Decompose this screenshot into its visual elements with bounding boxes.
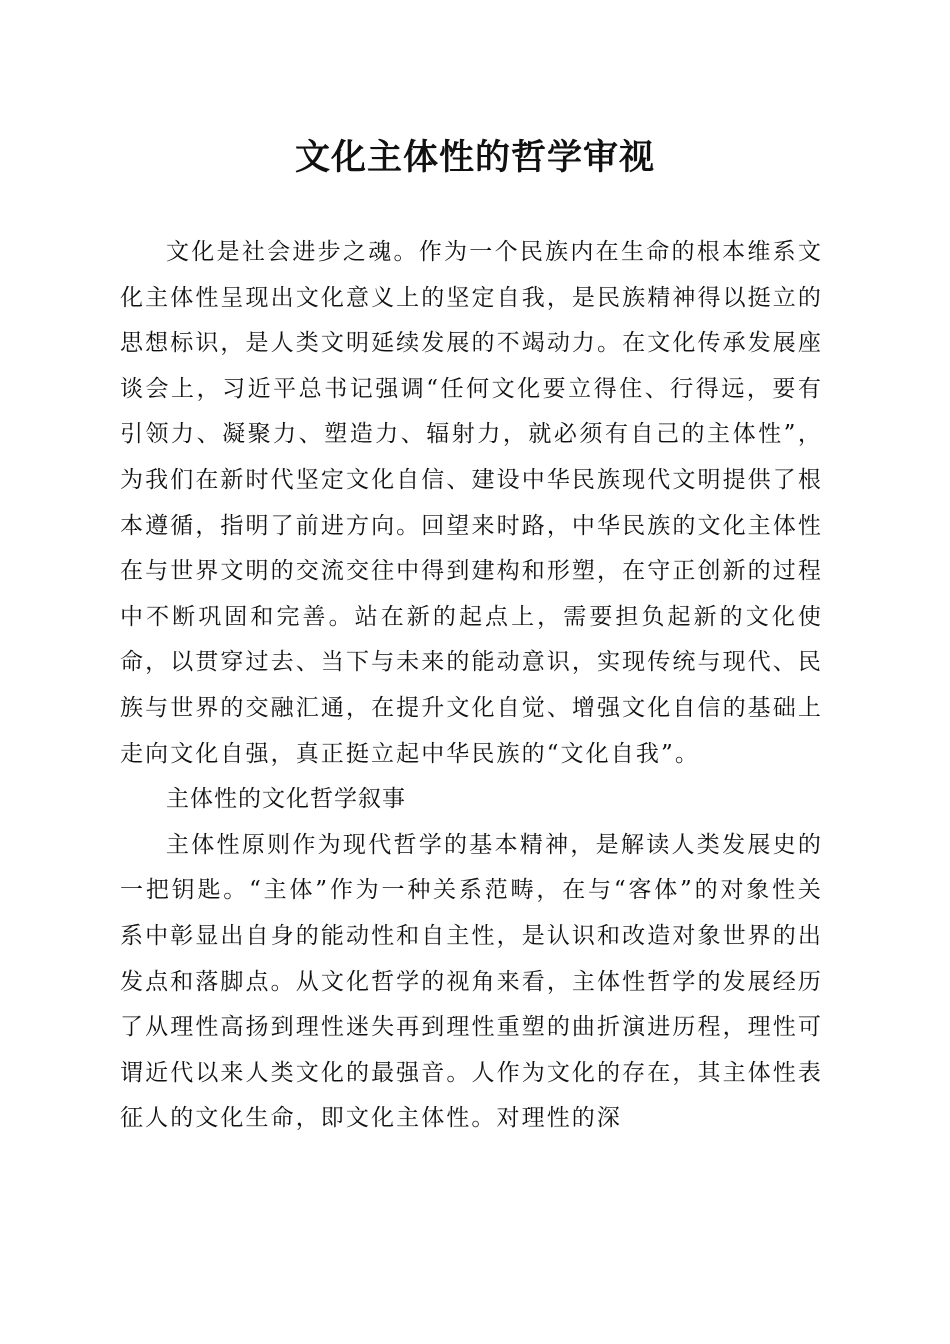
document-title: 文化主体性的哲学审视 [294,137,655,178]
section-heading: 主体性的文化哲学叙事 [166,786,406,813]
document-body [120,230,823,1142]
paragraph-intro: 文化是社会进步之魂。作为一个民族内在生命的根本维系文化主体性呈现出文化意义上的坚定自我，是民族精神得以挺立的思想标识，是人类文明延续发展的不竭动力。在文化传承发展座谈会上，习近平总书记强调“任何文化要立得住、行得远，要有引领力、凝聚力、塑造力、辐射力，就必须有自己的主体性”，为我们在新时代坚定文化自信、建设中华民族现代文明提供了根本遵循，指明了前进方向。回望来时路，中华民族的文化主体性在与世界文明的交流交往中得到建构和形塑，在守正创新的过程中不断巩固和完善。站在新的起点上，需要担负起新的文化使命，以贯穿过去、当下与未来的能动意识，实现传统与现代、民族与世界的交融汇通，在提升文化自觉、增强文化自信的基础上走向文化自强，真正挺立起中华民族的“文化自我”。 [120,239,823,767]
paragraph-subjectivity: 主体性原则作为现代哲学的基本精神，是解读人类发展史的一把钥匙。“主体”作为一种关系范畴，在与“客体”的对象性关系中彰显出自身的能动性和自主性，是认识和改造对象世界的出发点和落脚点。从文化哲学的视角来看，主体性哲学的发展经历了从理性高扬到理性迷失再到理性重塑的曲折演进历程，理性可谓近代以来人类文化的最强音。人作为文化的存在，其主体性表征人的文化生命，即文化主体性。对理性的深 [120,831,823,1132]
